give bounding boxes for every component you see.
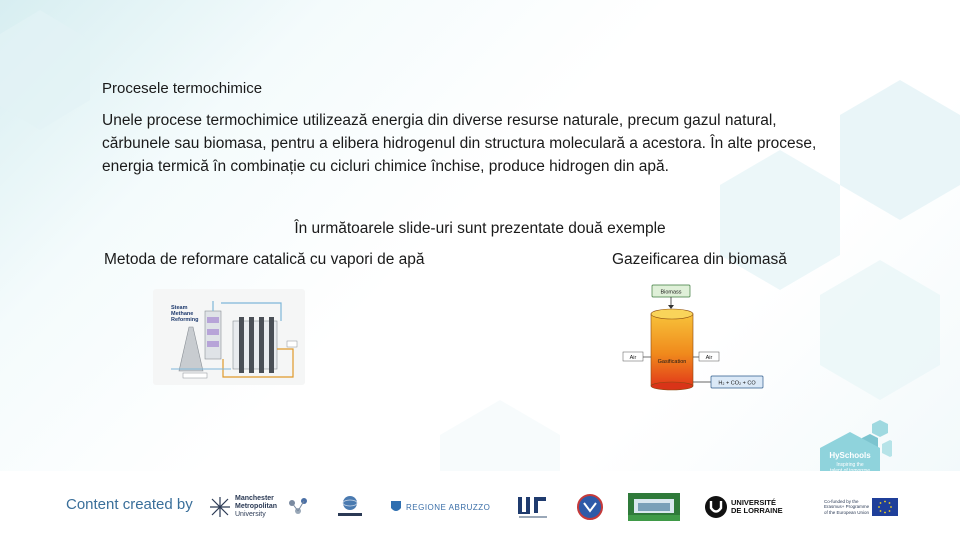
smr-title-line2: Methane bbox=[171, 311, 194, 317]
air-right-label: Air bbox=[705, 355, 713, 361]
partner-logo-3 bbox=[516, 492, 550, 522]
partner-logo-5 bbox=[628, 492, 680, 522]
lorraine-emblem-icon bbox=[704, 495, 728, 519]
lorraine-line2: DE LORRAINE bbox=[731, 506, 783, 515]
ufc-emblem-icon bbox=[516, 493, 550, 521]
hyschools-tagline-line1: Inspiring the bbox=[836, 462, 864, 468]
mmu-line3: University bbox=[235, 511, 266, 518]
erasmus-line1: Co-funded by the bbox=[824, 498, 859, 504]
mmu-line1: Manchester bbox=[235, 495, 274, 502]
gasifier-vessel bbox=[651, 314, 693, 386]
slide-title: Procesele termochimice bbox=[102, 80, 263, 97]
mmu-logo bbox=[208, 492, 277, 522]
steam-reforming-diagram bbox=[153, 289, 305, 385]
eu-flag-icon bbox=[872, 498, 898, 516]
erasmus-line2: Erasmus+ Programme bbox=[824, 504, 870, 510]
partner-logo-2 bbox=[334, 492, 366, 522]
lorraine-line1: UNIVERSITÉ bbox=[731, 498, 777, 507]
hyschools-name: HySchools bbox=[829, 451, 871, 460]
biomass-box-label: Biomass bbox=[660, 289, 682, 296]
globe-icon bbox=[334, 493, 366, 521]
molecule-icon bbox=[284, 493, 312, 521]
partner-logo-1 bbox=[284, 492, 312, 522]
round-seal-icon bbox=[576, 493, 604, 521]
mmu-emblem-icon bbox=[208, 495, 232, 519]
abruzzo-shield-icon bbox=[390, 500, 402, 514]
gasification-diagram bbox=[615, 282, 775, 394]
erasmus-line3: of the European Union bbox=[824, 509, 870, 515]
air-left-label: Air bbox=[629, 355, 637, 361]
regione-abruzzo-text: REGIONE ABRUZZO bbox=[406, 502, 491, 512]
partner-logo-4 bbox=[576, 492, 604, 522]
universite-lorraine-logo bbox=[704, 492, 783, 522]
erasmus-logo bbox=[824, 492, 898, 522]
vessel-label: Gasification bbox=[657, 359, 687, 365]
building-photo-icon bbox=[628, 493, 680, 521]
examples-subheading: În următoarele slide-uri sunt prezentate două exemple bbox=[294, 220, 666, 237]
output-label: H₂ + CO₂ + CO bbox=[718, 380, 756, 387]
content-credit: Content created by bbox=[66, 496, 193, 513]
mmu-line2: Metropolitan bbox=[235, 503, 277, 510]
steam-reforming-label: Metoda de reformare catalică cu vapori de apă bbox=[104, 251, 425, 268]
intro-paragraph: Unele procese termochimice utilizează energia din diverse resurse naturale, precum gazul natural, cărbunele sau biomasa, pentru a elibera hidrogenul din structura moleculară a acestora. În alte procese, energia termică în combinație cu cicluri chimice închise, produce hidrogen din apă. bbox=[102, 112, 817, 175]
smr-title-line1: Steam bbox=[171, 305, 188, 311]
smr-title-line3: Reforming bbox=[171, 317, 199, 323]
regione-abruzzo-logo bbox=[390, 492, 490, 522]
biomass-gasification-label: Gazeificarea din biomasă bbox=[612, 251, 787, 268]
